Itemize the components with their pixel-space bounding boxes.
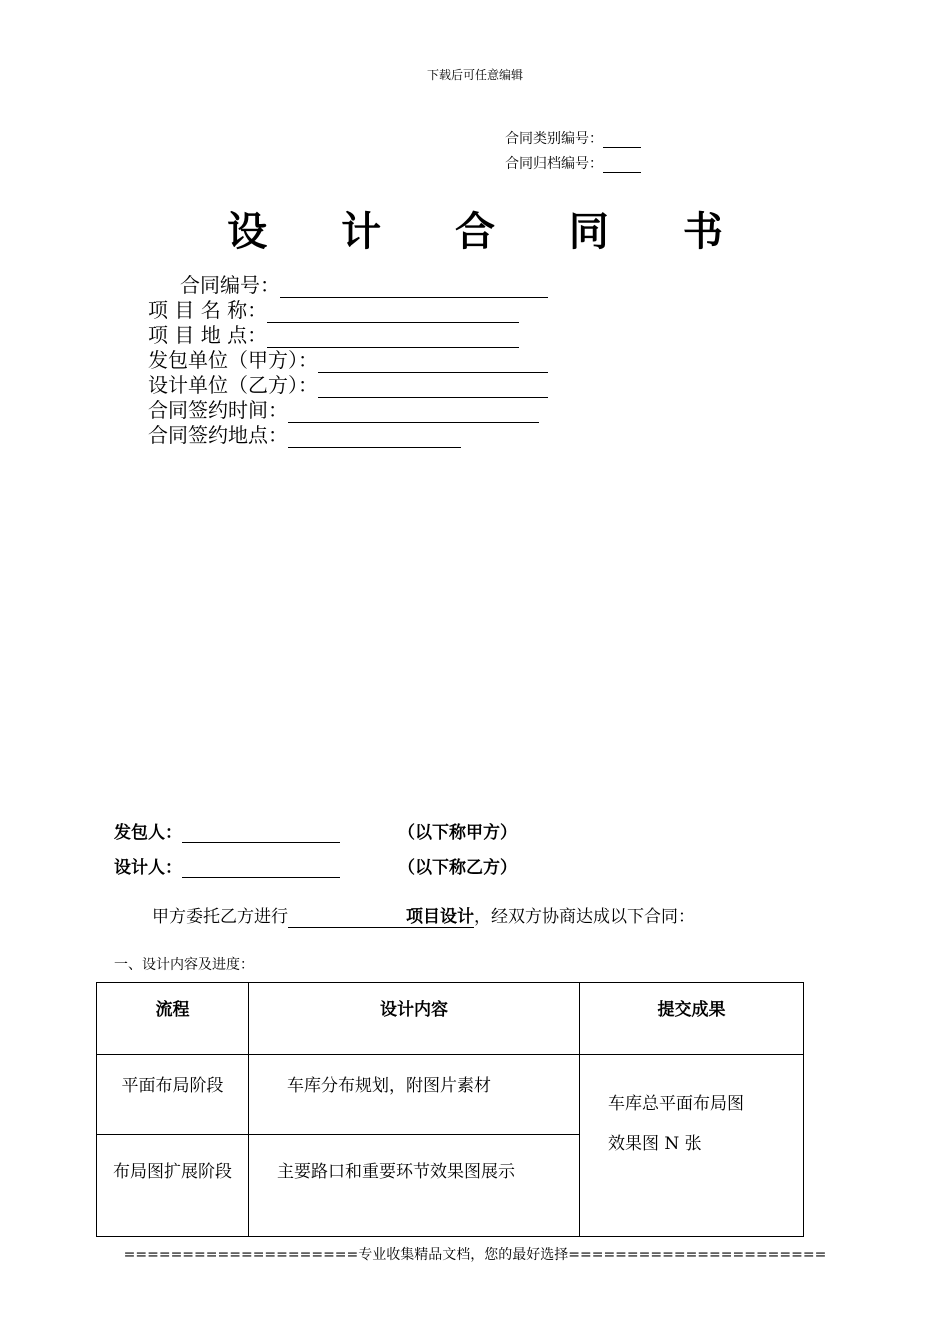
- row1-stage: 平面布局阶段: [97, 1055, 249, 1135]
- header-result: 提交成果: [580, 983, 804, 1055]
- header-stage: 流程: [97, 983, 249, 1055]
- document-title: 设 计 合 同 书: [227, 208, 753, 255]
- design-unit-blank[interactable]: [318, 377, 548, 398]
- contract-category-code: [505, 128, 641, 148]
- design-unit-line: [148, 373, 548, 398]
- sign-place-blank[interactable]: [288, 427, 461, 448]
- designer-party-blank[interactable]: [182, 861, 340, 878]
- client-party-label: 发包人：: [114, 823, 182, 843]
- header-note: 下载后可任意编辑: [426, 68, 523, 82]
- contract-archive-blank[interactable]: [603, 158, 641, 173]
- designer-party-label: 设计人：: [114, 858, 182, 878]
- row1-content: 车库分布规划，附图片素材: [249, 1055, 580, 1135]
- client-unit-line: [148, 348, 548, 373]
- contract-no-label: 合同编号：: [180, 273, 280, 297]
- sign-place-label: 合同签约地点：: [148, 423, 288, 447]
- project-name-line: [148, 298, 519, 323]
- contract-archive-label: 合同归档编号：: [505, 156, 603, 172]
- project-location-label: 项 目 地 点：: [148, 323, 268, 347]
- intro-prefix: 甲方委托乙方进行: [152, 907, 288, 927]
- intro-paragraph: [152, 902, 695, 928]
- project-location-line: [148, 323, 519, 348]
- contract-no-line: [180, 273, 548, 298]
- row1-result: 车库总平面布局图: [608, 1094, 744, 1114]
- client-party-blank[interactable]: [182, 826, 340, 843]
- sign-time-blank[interactable]: [288, 402, 539, 423]
- intro-fill: 项目设计: [288, 902, 474, 928]
- results-cell: [580, 1055, 804, 1237]
- client-unit-blank[interactable]: [318, 352, 548, 373]
- intro-suffix: ，经双方协商达成以下合同：: [474, 907, 695, 927]
- table-header-row: [97, 983, 804, 1055]
- client-unit-label: 发包单位（甲方）：: [148, 348, 318, 372]
- sign-time-label: 合同签约时间：: [148, 398, 288, 422]
- table-row: [97, 1055, 804, 1135]
- project-name-label: 项 目 名 称：: [148, 298, 268, 322]
- contract-category-blank[interactable]: [603, 133, 641, 148]
- client-party-note: （以下称甲方）: [398, 823, 517, 843]
- design-schedule-table: [96, 982, 804, 1237]
- project-name-blank[interactable]: [267, 302, 519, 323]
- designer-party-note: （以下称乙方）: [398, 858, 517, 878]
- contract-archive-code: [505, 153, 641, 173]
- row2-content: 主要路口和重要环节效果图展示: [249, 1135, 580, 1237]
- contract-no-blank[interactable]: [280, 277, 548, 298]
- client-party-line: [114, 818, 340, 843]
- row2-result: 效果图 N 张: [608, 1134, 702, 1154]
- sign-time-line: [148, 398, 539, 423]
- row2-stage: 布局图扩展阶段: [97, 1135, 249, 1237]
- contract-category-label: 合同类别编号：: [505, 131, 603, 147]
- sign-place-line: [148, 423, 461, 448]
- section-title: 一、设计内容及进度：: [114, 957, 254, 973]
- header-content: 设计内容: [249, 983, 580, 1055]
- design-unit-label: 设计单位（乙方）：: [148, 373, 318, 397]
- designer-party-line: [114, 853, 340, 878]
- footer-note: ====================专业收集精品文档，您的最好选择======================: [123, 1247, 827, 1263]
- project-location-blank[interactable]: [267, 327, 519, 348]
